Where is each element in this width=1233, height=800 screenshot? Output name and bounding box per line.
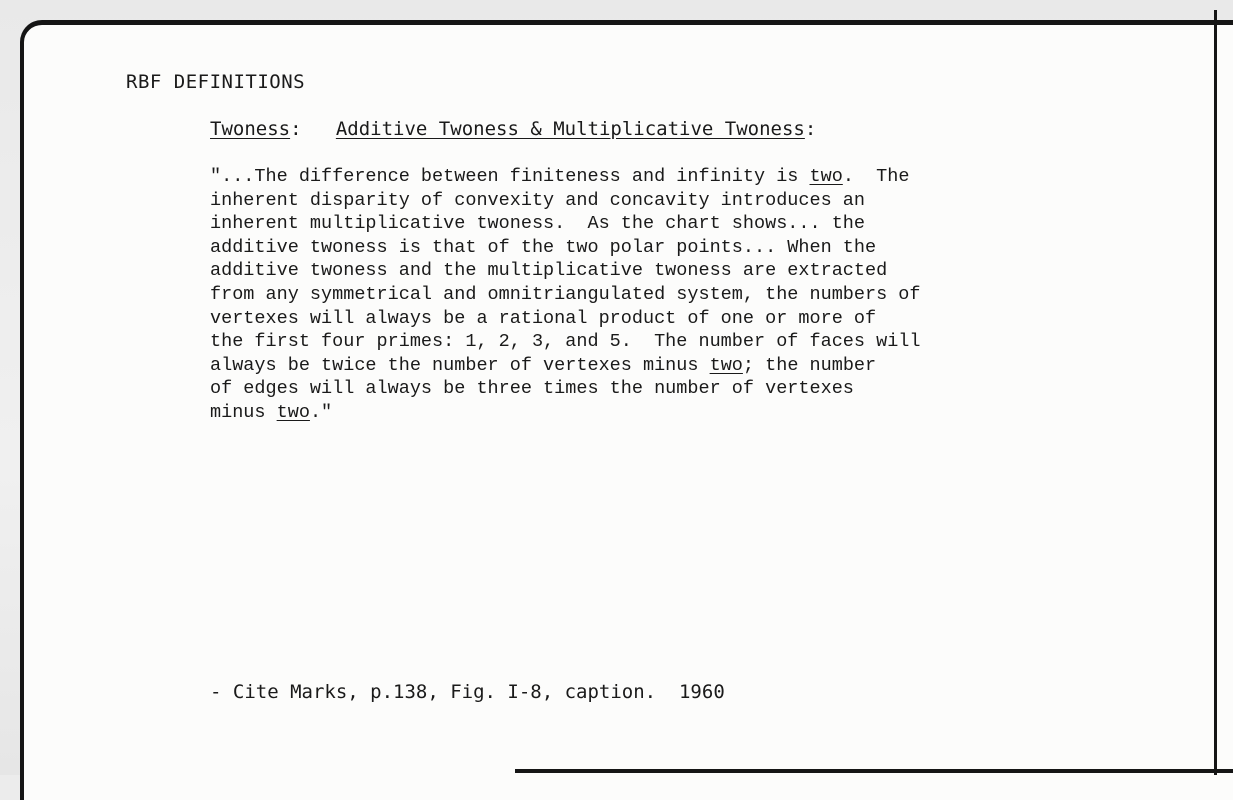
quote-text: always be twice the number of vertexes minus	[210, 354, 710, 376]
quote-line	[210, 378, 854, 399]
quote-text: additive twoness is that of the two polar points... When the	[210, 236, 877, 258]
topic-label: Additive Twoness & Multiplicative Twoness	[335, 118, 805, 140]
document-heading: RBF DEFINITIONS	[126, 71, 306, 93]
topic-end: :	[804, 118, 817, 140]
subheading-gap	[302, 118, 336, 140]
quote-line	[210, 190, 865, 211]
underlined-word: two	[809, 166, 843, 187]
quote-text: the first four primes: 1, 2, 3, and 5. The number of faces will	[210, 331, 921, 353]
quote-line	[210, 284, 921, 305]
card-bottom-edge	[515, 769, 1233, 773]
quote-text: of edges will always be three times the number of vertexes	[210, 378, 854, 400]
quote-text: "...The difference between finiteness and infinity is	[210, 166, 810, 187]
quote-text: ."	[309, 401, 333, 423]
quote-text: . The	[842, 166, 910, 187]
underlined-word: two	[276, 401, 310, 423]
definition-card	[20, 20, 1233, 800]
quote-line	[210, 213, 865, 234]
quote-line	[210, 331, 921, 352]
quote-line	[210, 260, 887, 281]
term-label: Twoness	[210, 118, 291, 140]
quote-line	[210, 237, 876, 258]
quote-text: inherent multiplicative twoness. As the chart shows... the	[210, 213, 866, 235]
quote-text: minus	[210, 401, 277, 423]
quote-text: ; the number	[742, 354, 877, 376]
quote-text: vertexes will always be a rational product of one or more of	[210, 307, 877, 329]
quote-line	[210, 166, 909, 187]
definition-quote	[210, 165, 1210, 425]
definition-subheading	[210, 118, 816, 140]
underlined-word: two	[709, 354, 743, 376]
citation-line: - Cite Marks, p.138, Fig. I-8, caption. 1960	[210, 681, 725, 703]
card-right-edge	[1214, 10, 1217, 775]
quote-line	[210, 355, 876, 376]
quote-text: from any symmetrical and omnitriangulated system, the numbers of	[210, 283, 921, 305]
quote-text: inherent disparity of convexity and concavity introduces an	[210, 189, 866, 211]
quote-text: additive twoness and the multiplicative twoness are extracted	[210, 260, 888, 282]
quote-line	[210, 308, 876, 329]
term-separator: :	[290, 118, 302, 140]
quote-line	[210, 402, 332, 423]
